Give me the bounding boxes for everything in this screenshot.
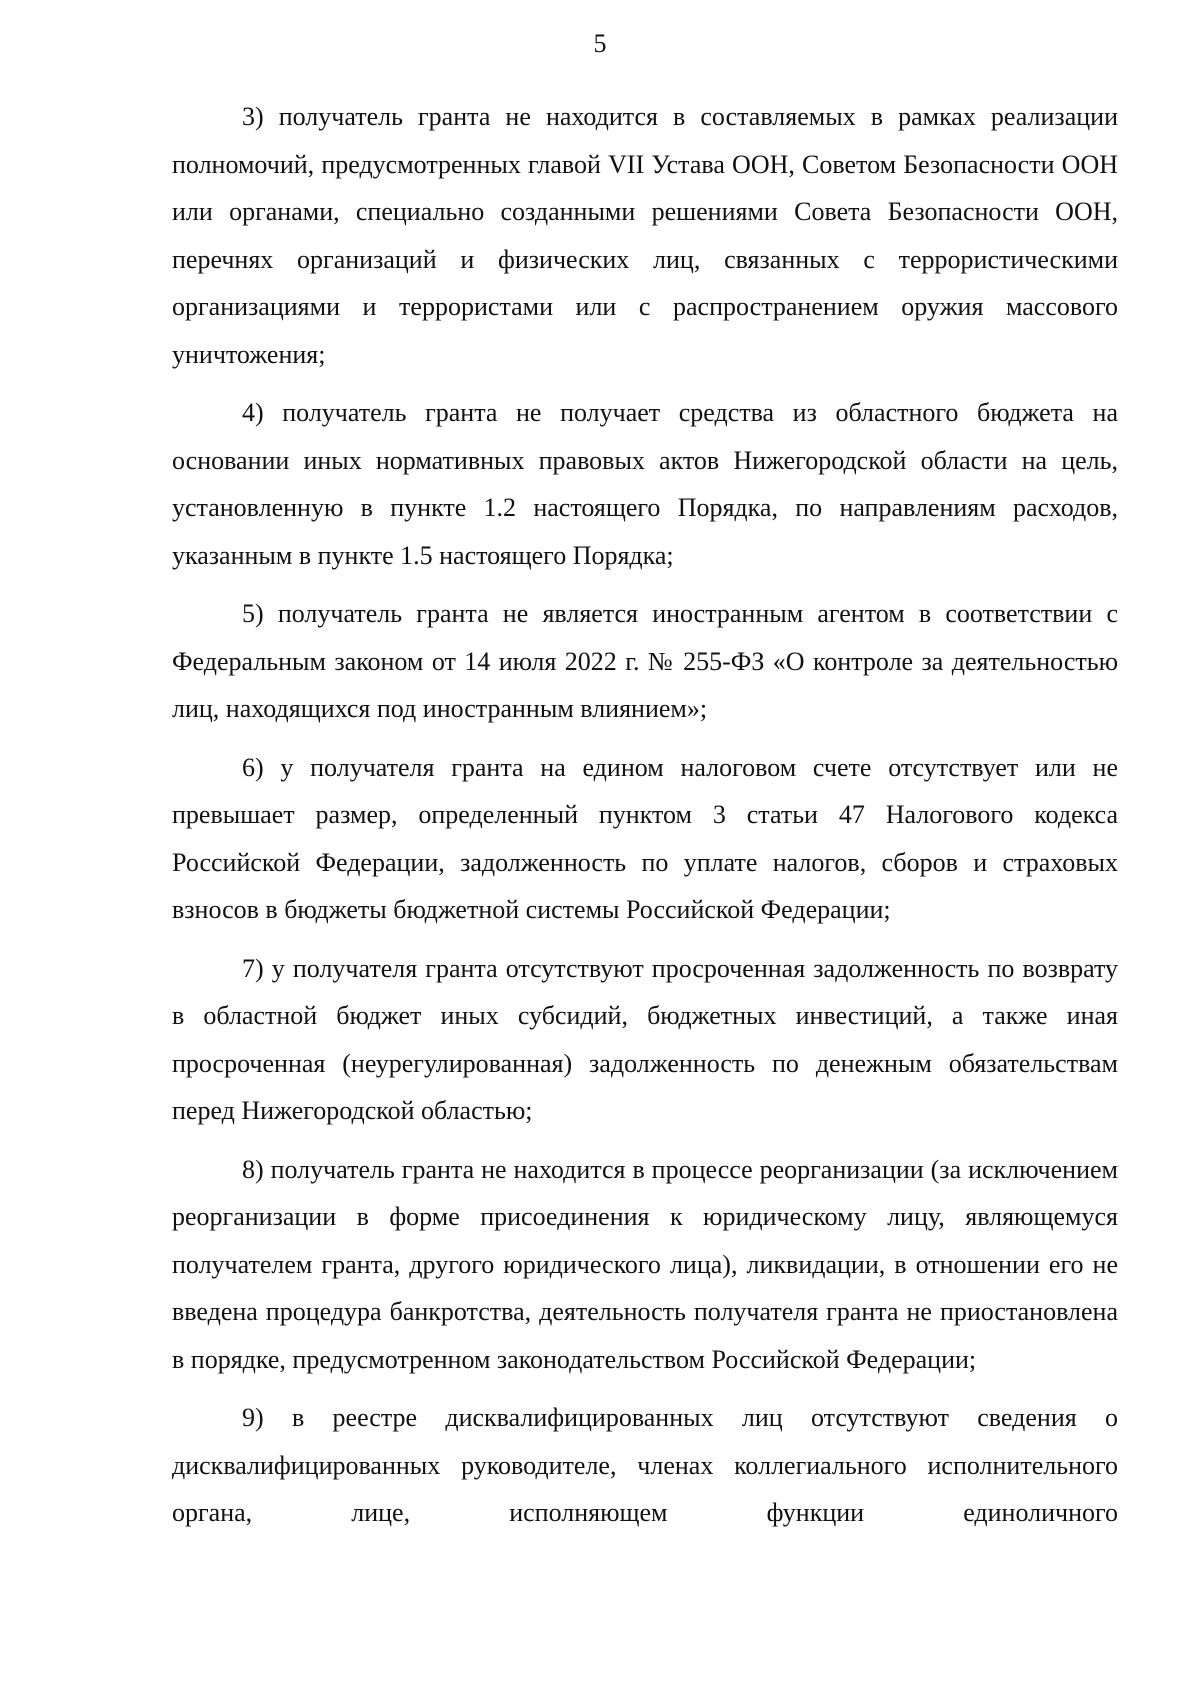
- page-number: 5: [593, 29, 607, 58]
- paragraph-item-4: 4) получатель гранта не получает средства из областного бюджета на основании иных нормативных правовых актов Нижегородской области на цель, установленную в пункте 1.2 настоящего Порядка, по направлениям расходов, указанным в пункте 1.5 настоящего Порядка;: [172, 398, 1118, 570]
- paragraph-item-7: 7) у получателя гранта отсутствуют просроченная задолженность по возврату в областной бюджет иных субсидий, бюджетных инвестиций, а также иная просроченная (неурегулированная) задолженность по денежным обязательствам перед Нижегородской областью;: [172, 953, 1118, 1125]
- paragraph-item-9: 9) в реестре дисквалифицированных лиц отсутствуют сведения о дисквалифицированных руководителе, членах коллегиального исполнительного органа, лице, исполняющем функции единоличного: [172, 1403, 1118, 1527]
- paragraph-item-3: 3) получатель гранта не находится в составляемых в рамках реализации полномочий, предусмотренных главой VII Устава ООН, Советом Безопасности ООН или органами, специально созданными решениями Совета Безопасности ООН, перечнях организаций и физических лиц, связанных с террористическими организациями и террористами или с распространением оружия массового уничтожения;: [172, 102, 1118, 369]
- paragraph-item-8: 8) получатель гранта не находится в процессе реорганизации (за исключением реорганизации в форме присоединения к юридическому лицу, являющемуся получателем гранта, другого юридического лица), ликвидации, в отношении его не введена процедура банкротства, деятельность получателя гранта не приостановлена в порядке, предусмотренном законодательством Российской Федерации;: [172, 1154, 1118, 1374]
- document-body: [172, 93, 1118, 1537]
- paragraph-item-6: 6) у получателя гранта на едином налоговом счете отсутствует или не превышает размер, определенный пунктом 3 статьи 47 Налогового кодекса Российской Федерации, задолженность по уплате налогов, сборов и страховых взносов в бюджеты бюджетной системы Российской Федерации;: [172, 752, 1118, 924]
- paragraph-item-5: 5) получатель гранта не является иностранным агентом в соответствии с Федеральным законом от 14 июля 2022 г. № 255-ФЗ «О контроле за деятельностью лиц, находящихся под иностранным влиянием»;: [172, 599, 1118, 723]
